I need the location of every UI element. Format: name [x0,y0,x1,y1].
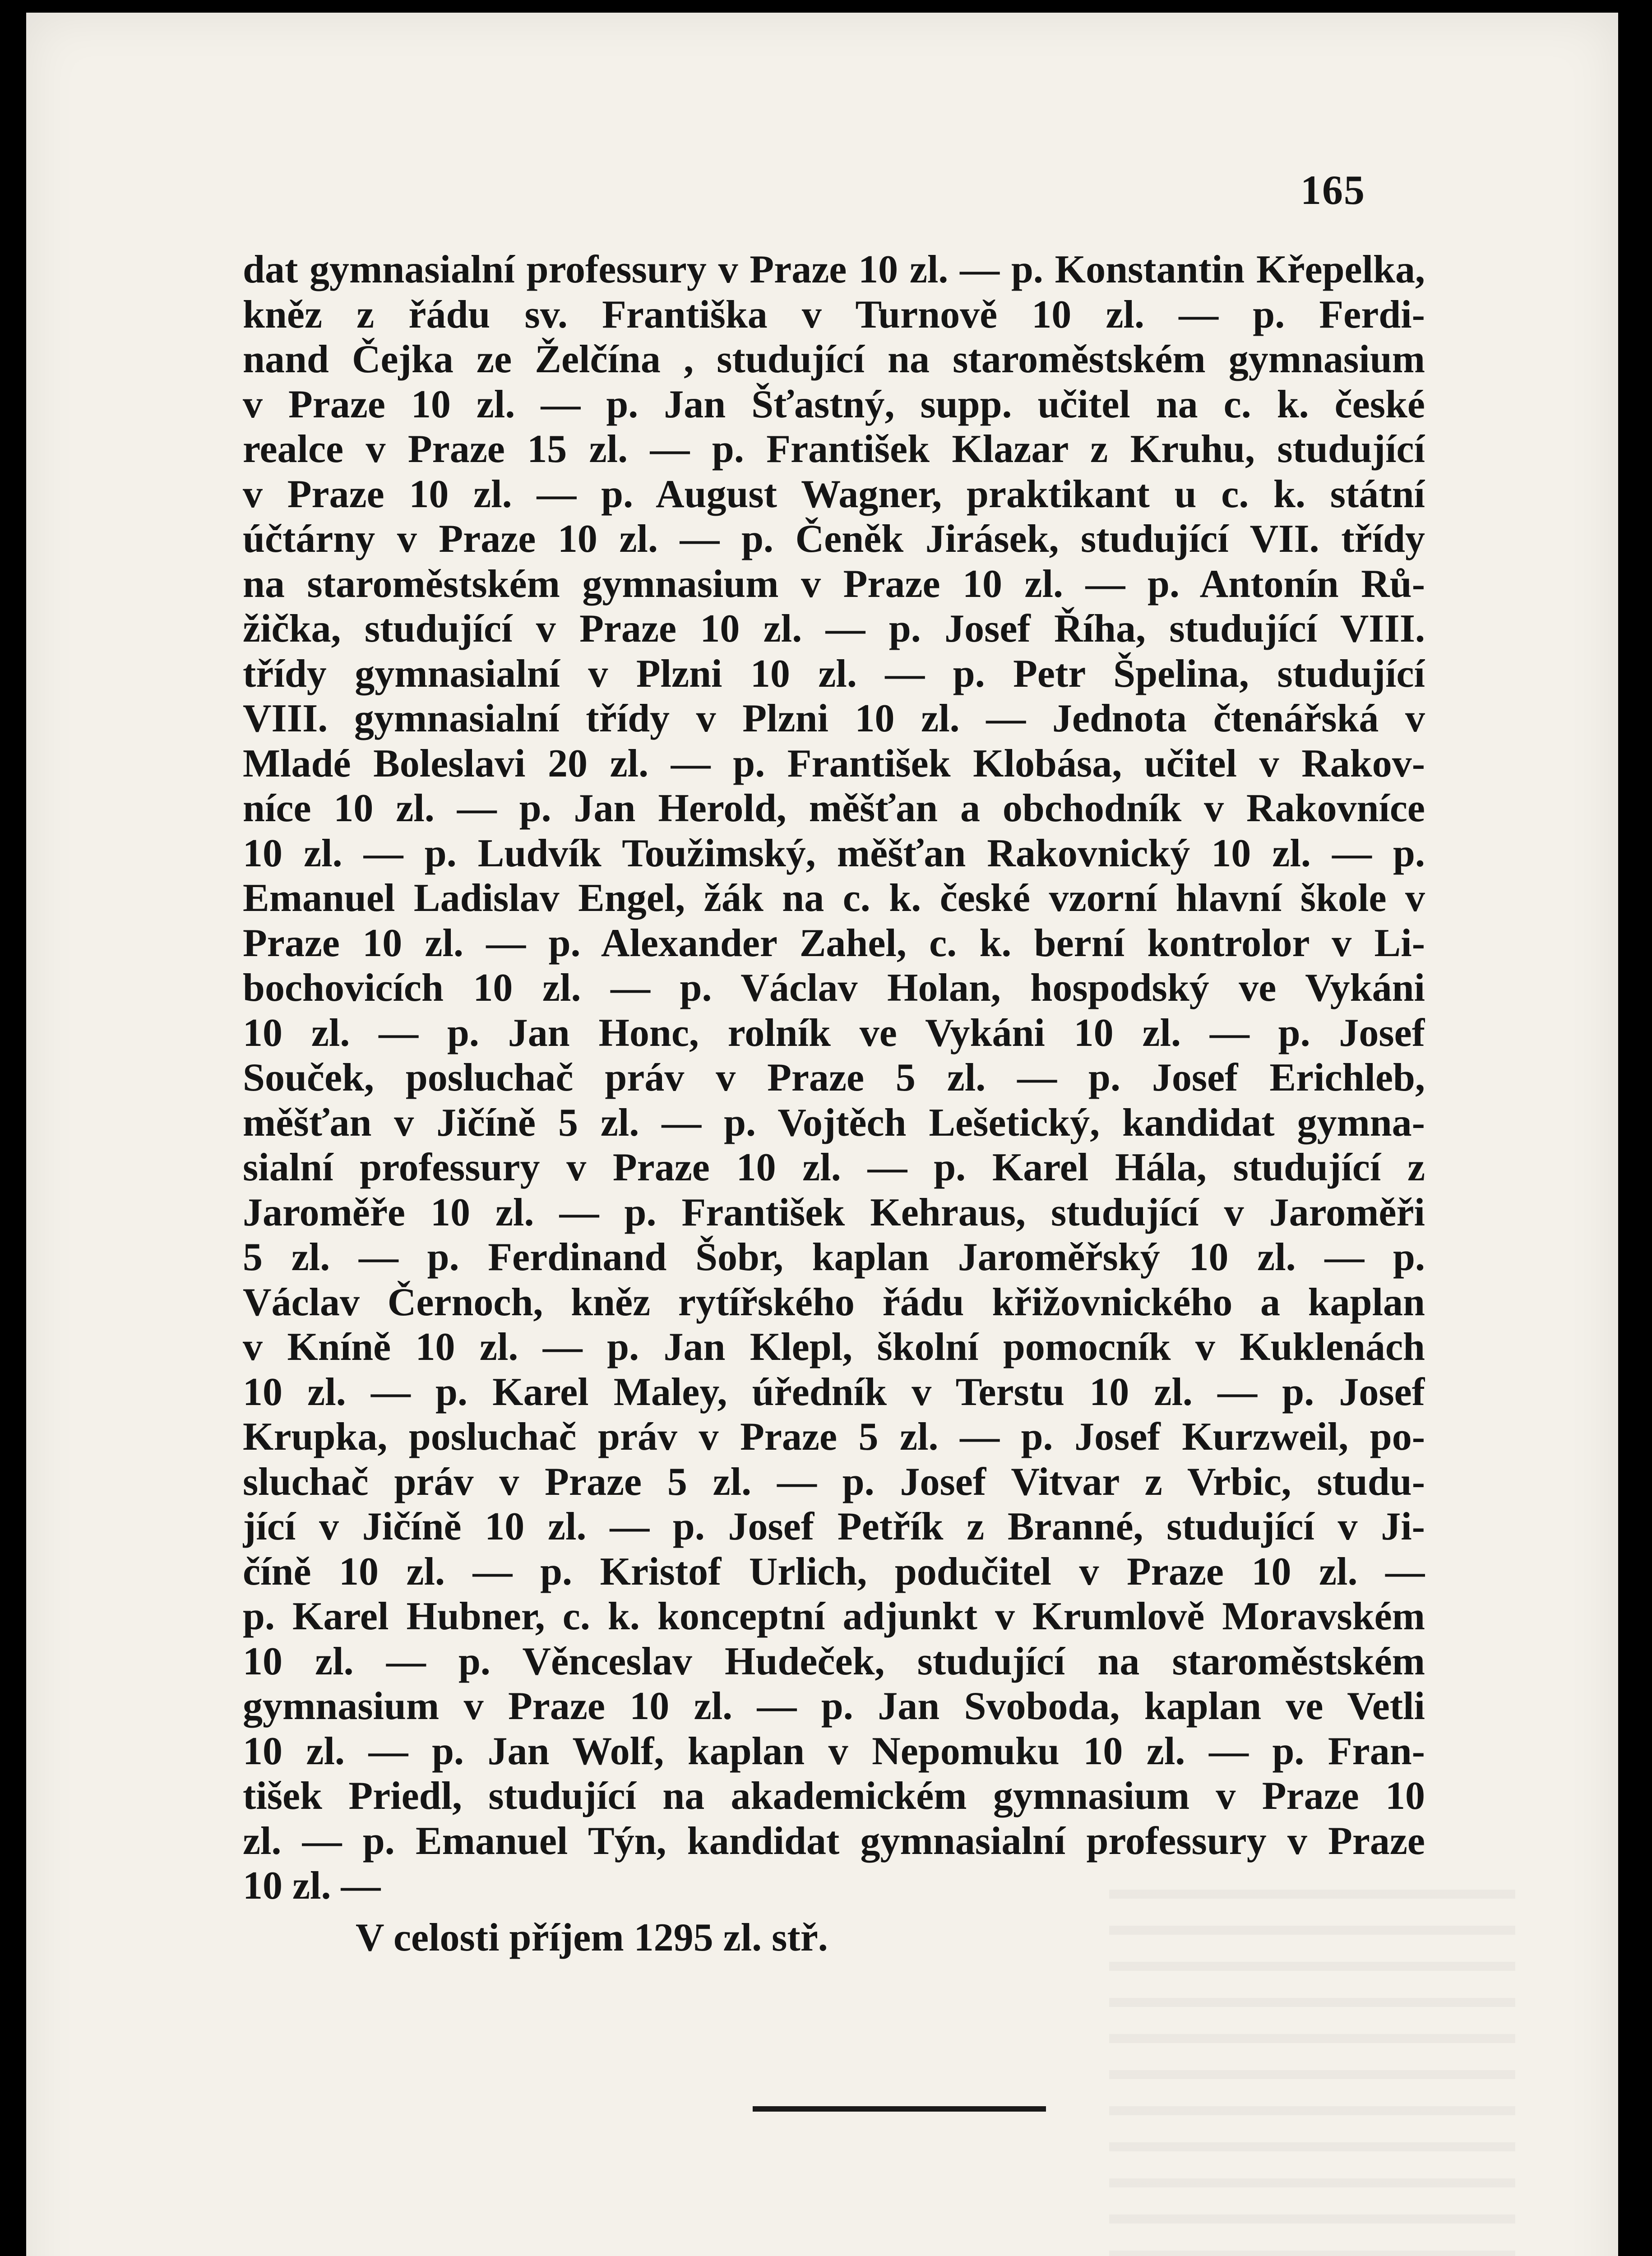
body-text [243,247,1425,1963]
text-line: 10 zl. — p. Jan Wolf, kaplan v Nepomuku 10 zl. — p. Fran- [243,1729,1425,1773]
text-line: 10 zl. — p. Karel Maley, úředník v Terstu 10 zl. — p. Josef [243,1370,1425,1414]
text-line: gymnasium v Praze 10 zl. — p. Jan Svoboda, kaplan ve Vetli [243,1684,1425,1728]
text-line: 10 zl. — [243,1864,381,1908]
text-line: 10 zl. — p. Ludvík Toužimský, měšťan Rakovnický 10 zl. — p. [243,831,1425,875]
text-lines [243,247,1425,1909]
text-line: bochovicích 10 zl. — p. Václav Holan, hospodský ve Vykáni [243,966,1425,1010]
text-line: Souček, posluchač práv v Praze 5 zl. — p. Josef Erichleb, [243,1056,1425,1100]
text-line: níce 10 zl. — p. Jan Herold, měšťan a obchodník v Rakovníce [243,786,1425,830]
text-line: na staroměstském gymnasium v Praze 10 zl. — p. Antonín Rů- [243,562,1425,606]
text-line: v Praze 10 zl. — p. Jan Šťastný, supp. učitel na c. k. české [243,382,1425,426]
total-line: V celosti příjem 1295 zl. stř. [356,1915,828,1960]
horizontal-rule [753,2106,1046,2112]
text-line: 10 zl. — p. Věnceslav Hudeček, studující na staroměstském [243,1639,1425,1683]
text-line: kněz z řádu sv. Františka v Turnově 10 zl. — p. Ferdi- [243,292,1425,337]
text-line: žička, studující v Praze 10 zl. — p. Josef Říha, studující VIII. [243,607,1425,651]
text-line: zl. — p. Emanuel Týn, kandidat gymnasialní professury v Praze [243,1819,1425,1863]
text-line: Praze 10 zl. — p. Alexander Zahel, c. k. berní kontrolor v Li- [243,921,1425,965]
text-line: Jaroměře 10 zl. — p. František Kehraus, studující v Jaroměři [243,1190,1425,1234]
text-line: sluchač práv v Praze 5 zl. — p. Josef Vitvar z Vrbic, studu- [243,1460,1425,1504]
text-line: Mladé Boleslavi 20 zl. — p. František Klobása, učitel v Rakov- [243,741,1425,786]
text-line: sialní professury v Praze 10 zl. — p. Karel Hála, studující z [243,1146,1425,1189]
text-line: nand Čejka ze Želčína , studující na staroměstském gymnasium [243,337,1425,381]
text-line: třídy gymnasialní v Plzni 10 zl. — p. Petr Špelina, studující [243,652,1425,696]
text-line: číně 10 zl. — p. Kristof Urlich, podučitel v Praze 10 zl. — [243,1549,1425,1594]
text-line: p. Karel Hubner, c. k. konceptní adjunkt v Krumlově Moravském [243,1595,1425,1638]
text-line: 5 zl. — p. Ferdinand Šobr, kaplan Jaroměřský 10 zl. — p. [243,1235,1425,1279]
text-line: 10 zl. — p. Jan Honc, rolník ve Vykáni 10 zl. — p. Josef [243,1011,1425,1055]
text-line: Emanuel Ladislav Engel, žák na c. k. české vzorní hlavní škole v [243,876,1425,920]
book-page [26,13,1618,2256]
text-line: účtárny v Praze 10 zl. — p. Čeněk Jirásek, studující VII. třídy [243,517,1425,561]
text-line: měšťan v Jičíně 5 zl. — p. Vojtěch Lešetický, kandidat gymna- [243,1100,1425,1145]
text-line: jící v Jičíně 10 zl. — p. Josef Petřík z Branné, studující v Ji- [243,1505,1425,1549]
text-line: Krupka, posluchač práv v Praze 5 zl. — p. Josef Kurzweil, po- [243,1415,1425,1459]
text-line: v Kníně 10 zl. — p. Jan Klepl, školní pomocník v Kuklenách [243,1325,1425,1369]
text-line: v Praze 10 zl. — p. August Wagner, praktikant u c. k. státní [243,472,1425,516]
text-line: dat gymnasialní professury v Praze 10 zl. — p. Konstantin Křepelka, [243,248,1425,291]
text-line: VIII. gymnasialní třídy v Plzni 10 zl. — Jednota čtenářská v [243,697,1425,740]
text-line: realce v Praze 15 zl. — p. František Klazar z Kruhu, studující [243,427,1425,471]
page-number: 165 [1300,167,1365,213]
text-line: tišek Priedl, studující na akademickém gymnasium v Praze 10 [243,1774,1425,1818]
text-line: Václav Černoch, kněz rytířského řádu křižovnického a kaplan [243,1280,1425,1324]
